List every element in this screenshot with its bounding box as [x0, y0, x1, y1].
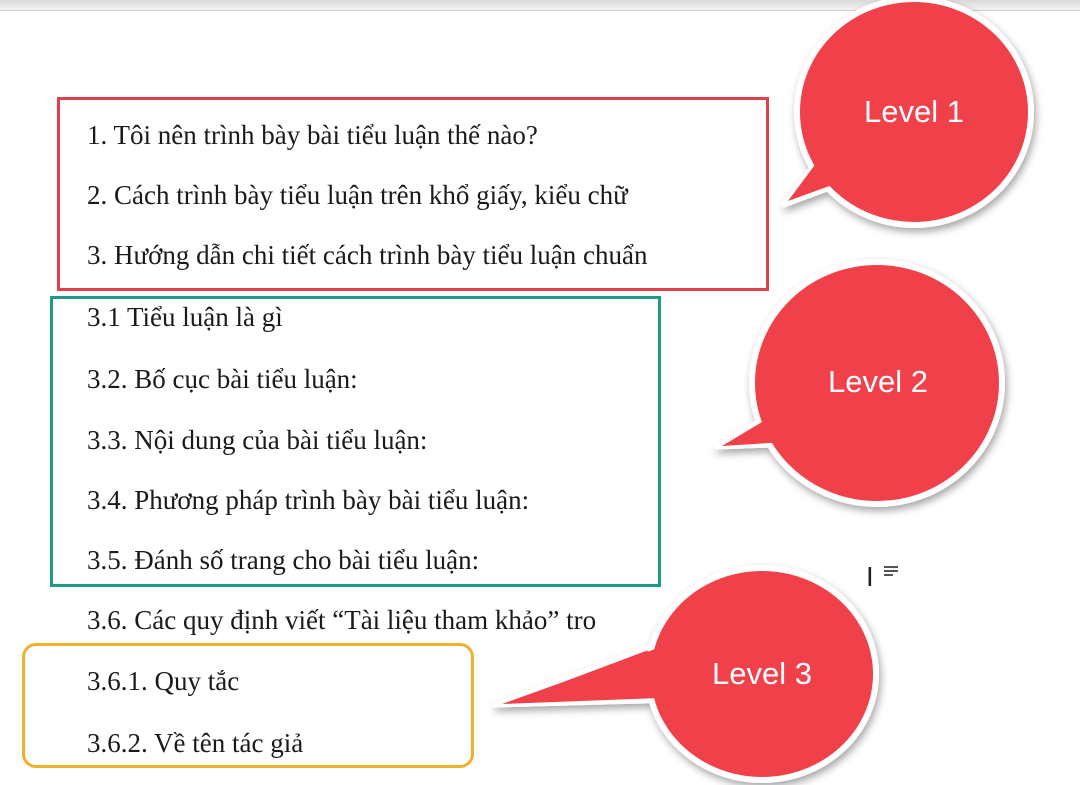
heading-line-1[interactable]: 1. Tôi nên trình bày bài tiểu luận thế nào? [87, 120, 538, 150]
heading-line-3-2[interactable]: 3.2. Bố cục bài tiểu luận: [87, 364, 358, 394]
heading-line-3-6[interactable]: 3.6. Các quy định viết “Tài liệu tham khảo” tro [87, 605, 597, 635]
heading-line-3-5[interactable]: 3.5. Đánh số trang cho bài tiểu luận: [87, 545, 480, 575]
level-3-label: Level 3 [712, 656, 812, 691]
heading-line-3[interactable]: 3. Hướng dẫn chi tiết cách trình bày tiểu luận chuẩn [87, 240, 648, 270]
paragraph-mark-icon [884, 566, 898, 578]
heading-line-3-3[interactable]: 3.3. Nội dung của bài tiểu luận: [87, 425, 428, 455]
heading-line-3-6-1[interactable]: 3.6.1. Quy tắc [87, 666, 240, 696]
text-cursor-icon: I [866, 563, 874, 593]
heading-line-3-4[interactable]: 3.4. Phương pháp trình bày bài tiểu luận: [87, 485, 530, 515]
level-1-label: Level 1 [864, 94, 964, 129]
heading-line-2[interactable]: 2. Cách trình bày tiểu luận trên khổ giấy, kiểu chữ [87, 180, 628, 210]
heading-line-3-6-2[interactable]: 3.6.2. Về tên tác giả [87, 728, 304, 758]
level-2-label: Level 2 [828, 364, 928, 399]
heading-line-3-1[interactable]: 3.1 Tiểu luận là gì [87, 302, 283, 332]
